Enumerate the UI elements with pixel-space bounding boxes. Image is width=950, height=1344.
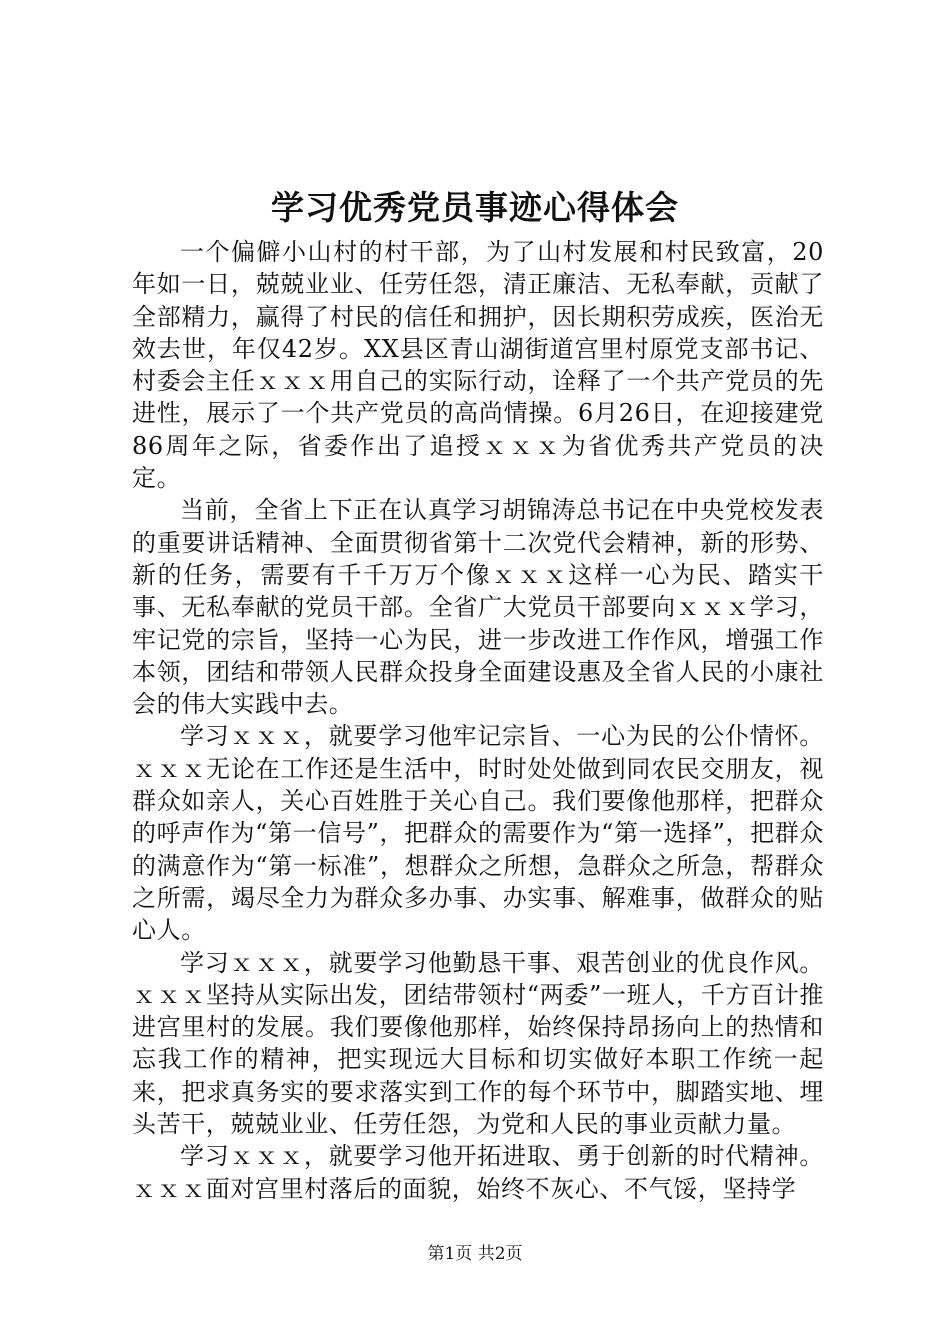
paragraph-4: 学习ｘｘｘ，就要学习他勤恳干事、艰苦创业的优良作风。ｘｘｘ坚持从实际出发，团结带领村“两委”一班人，千方百计推进宫里村的发展。我们要像他那样，始终保持昂扬向上的热情和忘我工作的精神，把实现远大目标和切实做好本职工作统一起来，把求真务实的要求落实到工作的每个环节中，脚踏实地、埋头苦干，兢兢业业、任劳任怨，为党和人民的事业贡献力量。	[132, 948, 824, 1139]
document-body	[132, 236, 824, 1205]
page-footer: 第1页 共2页	[427, 1244, 523, 1264]
paragraph-3: 学习ｘｘｘ，就要学习他牢记宗旨、一心为民的公仆情怀。ｘｘｘ无论在工作还是生活中，时时处处做到同农民交朋友，视群众如亲人，关心百姓胜于关心自己。我们要像他那样，把群众的呼声作为“第一信号”，把群众的需要作为“第一选择”，把群众的满意作为“第一标准”，想群众之所想，急群众之所急，帮群众之所需，竭尽全力为群众多办事、办实事、解难事，做群众的贴心人。	[132, 722, 824, 945]
paragraph-1: 一个偏僻小山村的村干部，为了山村发展和村民致富，20年如一日，兢兢业业、任劳任怨，清正廉洁、无私奉献，贡献了全部精力，赢得了村民的信任和拥护，因长期积劳成疾，医治无效去世，年仅42岁。XX县区青山湖街道宫里村原党支部书记、村委会主任ｘｘｘ用自己的实际行动，诠释了一个共产党员的先进性，展示了一个共产党员的高尚情操。6月26日，在迎接建党86周年之际，省委作出了追授ｘｘｘ为省优秀共产党员的决定。	[132, 238, 824, 493]
paragraph-2: 当前，全省上下正在认真学习胡锦涛总书记在中央党校发表的重要讲话精神、全面贯彻省第十二次党代会精神，新的形势、新的任务，需要有千千万万个像ｘｘｘ这样一心为民、踏实干事、无私奉献的党员干部。全省广大党员干部要向ｘｘｘ学习，牢记党的宗旨，坚持一心为民，进一步改进工作作风，增强工作本领，团结和带领人民群众投身全面建设惠及全省人民的小康社会的伟大实践中去。	[132, 496, 824, 719]
document-title: 学习优秀党员事迹心得体会	[271, 188, 679, 227]
paragraph-5: 学习ｘｘｘ，就要学习他开拓进取、勇于创新的时代精神。ｘｘｘ面对宫里村落后的面貌，始终不灰心、不气馁，坚持学	[132, 1142, 824, 1203]
